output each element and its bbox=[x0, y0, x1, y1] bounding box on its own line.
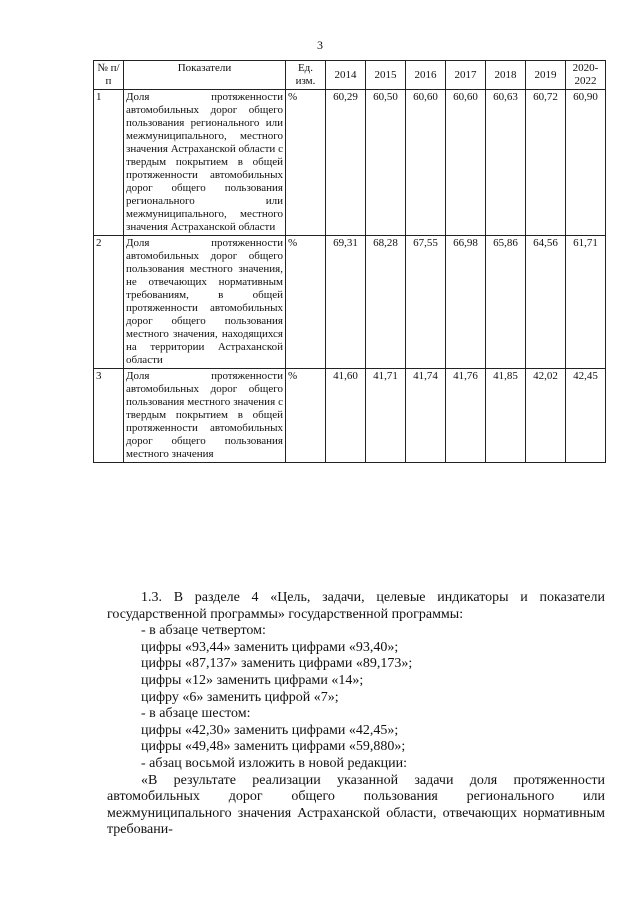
row-num: 1 bbox=[94, 90, 124, 236]
header-year: 2019 bbox=[526, 61, 566, 90]
paragraph-six-heading: - в абзаце шестом: bbox=[141, 706, 251, 722]
replacement-item: цифру «6» заменить цифрой «7»; bbox=[141, 689, 339, 705]
row-value: 41,85 bbox=[486, 369, 526, 463]
paragraph-four-heading: - в абзаце четвертом: bbox=[141, 623, 266, 639]
row-value: 60,60 bbox=[406, 90, 446, 236]
row-num: 2 bbox=[94, 236, 124, 369]
new-edition-text: «В результате реализации указанной задачи доля протяженности автомобильных дорог общего пользования регионального или межмуниципального значения Астраханской области, отвечающих нормативным требовани- bbox=[107, 772, 605, 838]
table-row bbox=[94, 236, 606, 369]
row-unit: % bbox=[286, 236, 326, 369]
row-value: 68,28 bbox=[366, 236, 406, 369]
header-year: 2014 bbox=[326, 61, 366, 90]
row-value: 69,31 bbox=[326, 236, 366, 369]
header-year: 2020-2022 bbox=[566, 61, 606, 90]
table-row bbox=[94, 369, 606, 463]
row-value: 60,90 bbox=[566, 90, 606, 236]
row-unit: % bbox=[286, 369, 326, 463]
table-header-row bbox=[94, 61, 606, 90]
header-year: 2015 bbox=[366, 61, 406, 90]
paragraph-eight-heading: - абзац восьмой изложить в новой редакции: bbox=[141, 755, 408, 771]
replacement-item: цифры «93,44» заменить цифрами «93,40»; bbox=[141, 639, 399, 655]
replacement-item: цифры «87,137» заменить цифрами «89,173»; bbox=[141, 656, 413, 672]
row-value: 41,76 bbox=[446, 369, 486, 463]
row-value: 60,72 bbox=[526, 90, 566, 236]
row-value: 41,60 bbox=[326, 369, 366, 463]
row-value: 66,98 bbox=[446, 236, 486, 369]
header-year: 2018 bbox=[486, 61, 526, 90]
replacement-item: цифры «49,48» заменить цифрами «59,880»; bbox=[141, 739, 406, 755]
row-value: 41,74 bbox=[406, 369, 446, 463]
row-num: 3 bbox=[94, 369, 124, 463]
replacement-item: цифры «42,30» заменить цифрами «42,45»; bbox=[141, 722, 399, 738]
table-row bbox=[94, 90, 606, 236]
header-year: 2017 bbox=[446, 61, 486, 90]
row-value: 42,45 bbox=[566, 369, 606, 463]
row-value: 60,60 bbox=[446, 90, 486, 236]
row-value: 42,02 bbox=[526, 369, 566, 463]
row-value: 60,63 bbox=[486, 90, 526, 236]
header-name: Показатели bbox=[124, 61, 286, 90]
header-num: № п/п bbox=[94, 61, 124, 90]
amendment-intro: 1.3. В разделе 4 «Цель, задачи, целевые индикаторы и показатели государственной программы» государственной программы: bbox=[107, 590, 605, 622]
row-value: 41,71 bbox=[366, 369, 406, 463]
replacement-item: цифры «12» заменить цифрами «14»; bbox=[141, 672, 364, 688]
row-indicator-name: Доля протяженности автомобильных дорог общего пользования регионального или межмуниципального, местного значения Астраханской области с твердым покрытием в общей протяженности автомобильных дорог общего пользования регионального или межмуниципального, местного значения Астраханской области bbox=[124, 90, 286, 236]
row-indicator-name: Доля протяженности автомобильных дорог общего пользования местного значения, не отвечающих нормативным требованиям, в общей протяженности автомобильных дорог общего пользования местного значения, находящихся на территории Астраханской области bbox=[124, 236, 286, 369]
row-value: 60,29 bbox=[326, 90, 366, 236]
row-value: 64,56 bbox=[526, 236, 566, 369]
row-value: 61,71 bbox=[566, 236, 606, 369]
indicators-table bbox=[93, 60, 606, 463]
page-number: 3 bbox=[317, 38, 323, 52]
row-value: 67,55 bbox=[406, 236, 446, 369]
row-value: 65,86 bbox=[486, 236, 526, 369]
header-year: 2016 bbox=[406, 61, 446, 90]
row-indicator-name: Доля протяженности автомобильных дорог общего пользования местного значения с твердым покрытием в общей протяженности автомобильных дорог общего пользования местного значения bbox=[124, 369, 286, 463]
amendment-text bbox=[107, 590, 605, 839]
row-unit: % bbox=[286, 90, 326, 236]
row-value: 60,50 bbox=[366, 90, 406, 236]
header-unit: Ед. изм. bbox=[286, 61, 326, 90]
